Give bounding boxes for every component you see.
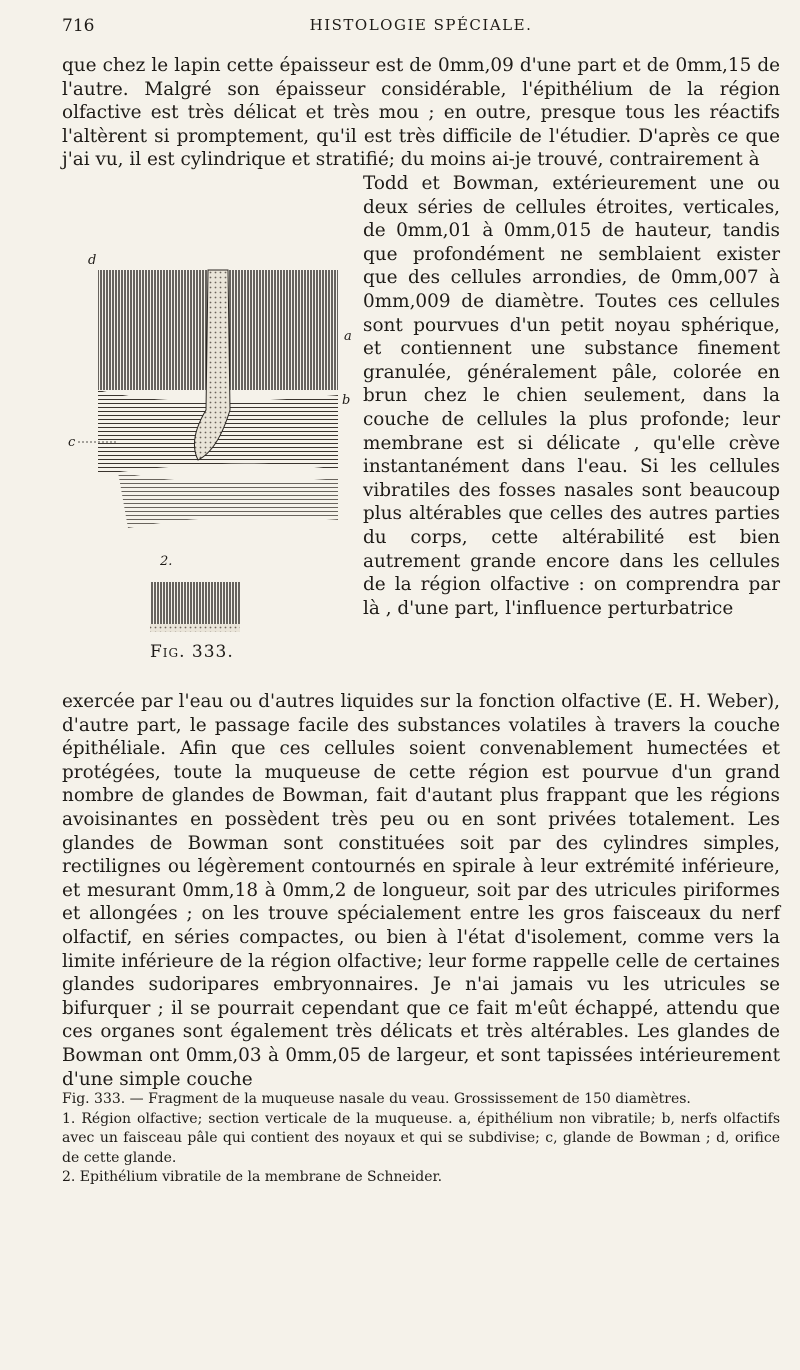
figure-333: [58, 210, 358, 662]
paragraph-intro: que chez le lapin cette épaisseur est de 0mm,09 d'une part et de 0mm,15 de l'autre. Malgré son épaisseur considérable, l'épithélium de la région olfactive est très délicat et très mou ; en outre, presque tous les réactifs l'altèrent si promptement, qu'il est très difficile de l'étudier. D'après ce que j'ai vu, il est cylindrique et stratifié; du moins ai-je trouvé, contrairement à: [62, 55, 780, 171]
figure-label: Fig. 333.: [150, 642, 234, 662]
page-number: 716: [62, 16, 95, 36]
figure-letter-2: 2.: [160, 554, 173, 569]
caption-item-1: 1. Région olfactive; section verticale de la muqueuse. a, épithélium non vibratile; b, nerfs olfactifs avec un faisceau pâle qui contient des noyaux et qui se subdivise; c, glande de Bowman ; d, orifice de cette glande.: [62, 1110, 780, 1166]
caption-head: Fig. 333. — Fragment de la muqueuse nasale du veau. Grossissement de 150 diamètres.: [62, 1091, 691, 1107]
figure-letter-c: c: [68, 435, 76, 450]
figure-caption: [62, 1090, 780, 1188]
running-head: HISTOLOGIE SPÉCIALE.: [309, 16, 533, 34]
figure-letter-d: d: [88, 253, 97, 268]
olfactory-mucosa-engraving: [58, 210, 358, 640]
paragraph-main: exercée par l'eau ou d'autres liquides sur la fonction olfactive (E. H. Weber), d'autre part, le passage facile des substances volatiles à travers la couche épithéliale. Afin que ces cellules soient convenablement humectées et protégées, toute la muqueuse de cette région est pourvue d'un grand nombre de glandes de Bowman, fait d'autant plus frappant que les régions avoisinantes en possèdent très peu ou en sont privées totalement. Les glandes de Bowman sont constituées soit par des cylindres simples, rectilignes ou légèrement contournés en spirale à leur extrémité inférieure, et mesurant 0mm,18 à 0mm,2 de longueur, soit par des utricules piriformes et allongées ; on les trouve spécialement entre les gros faisceaux du nerf olfactif, en séries compactes, ou bien à l'état d'isolement, comme vers la limite inférieure de la région olfactive; leur forme rappelle celle de certaines glandes sudoripares embryonnaires. Je n'ai jamais vu les utricules se bifurquer ; il se pourrait cependant que ce fait m'eût échappé, attendu que ces organes sont également très délicats et très altérables. Les glandes de Bowman ont 0mm,03 à 0mm,05 de largeur, et sont tapissées intérieurement d'une simple couche: [62, 691, 780, 1090]
paragraph-beside-figure: Todd et Bowman, extérieurement une ou deux séries de cellules étroites, verticales, de 0mm,01 à 0mm,015 de hauteur, tandis que profondément ne semblaient exister que des cellules arrondies, de 0mm,007 à 0mm,009 de diamètre. Toutes ces cellules sont pourvues d'un petit noyau sphérique, et contiennent une substance finement granulée, généralement pâle, colorée en brun chez le chien seulement, dans la couche de cellules la plus profonde; leur membrane est si délicate , qu'elle crève instantanément dans l'eau. Si les cellules vibratiles des fosses nasales sont beaucoup plus altérables que celles des autres parties du corps, cette altérabilité est bien autrement grande encore dans les cellules de la région olfactive : on comprendra par là , d'une part, l'influence perturbatrice: [363, 173, 780, 619]
figure-letter-b: b: [342, 393, 351, 408]
caption-item-2: 2. Epithélium vibratile de la membrane de Schneider.: [62, 1169, 443, 1185]
figure-letter-a: a: [344, 329, 352, 344]
page-header: [62, 14, 780, 44]
